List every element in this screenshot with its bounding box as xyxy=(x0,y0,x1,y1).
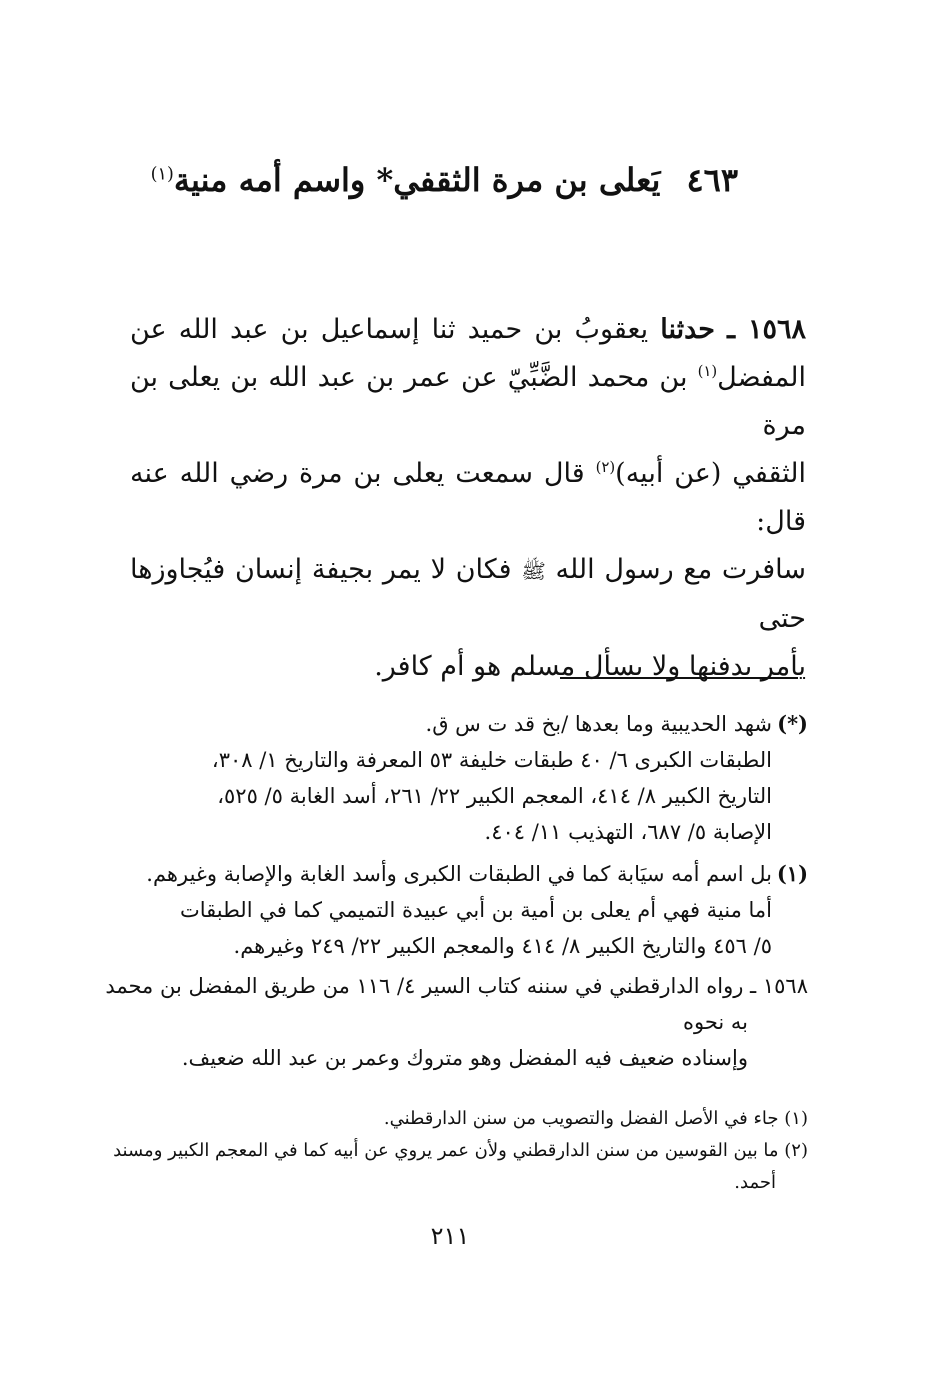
entry-number: ٤٦٣ xyxy=(686,161,738,199)
footnote-mark: (١) xyxy=(697,362,718,380)
note-one: (١)بل اسم أمه سيَابة كما في الطبقات الكبرى وأسد الغابة والإصابة وغيرهم. أما منية فهي أم يعلى بن أمية بن أبي عبيدة التميمي كما في الطبقات ٥/ ٤٥٦ والتاريخ الكبير ٨/ ٤١٤ والمعجم الكبير ٢٢/ ٢٤٩ وغيرهم. xyxy=(128,856,808,964)
pbuh-ligature: ﷺ xyxy=(521,559,546,583)
hadith-number: ١٥٦٨ ـ xyxy=(727,314,806,345)
hadith-takhrij-note: ١٥٦٨ ـ رواه الدارقطني في سننه كتاب السير ٤/ ١١٦ من طريق المفضل بن محمد به نحوه وإسناده ضعيف فيه المفضل وهو متروك وعمر بن عبد الله ضعيف. xyxy=(105,974,808,1070)
hadith-intro: حدثنا xyxy=(660,314,715,345)
footnote-mark: (٢) xyxy=(595,458,616,476)
note-star: (*)شهد الحديبية وما بعدها /بخ قد ت س ق. الطبقات الكبرى ٦/ ٤٠ طبقات خليفة ٥٣ المعرفة والتاريخ ١/ ٣٠٨، التاريخ الكبير ٨/ ٤١٤، المعجم الكبير ٢٢/ ٢٦١، أسد الغابة ٥/ ٥٢٥، الإصابة ٥/ ٦٨٧، التهذيب ١١/ ٤٠٤. xyxy=(128,706,808,850)
hadith-line: الثقفي (عن أبيه)$^{(٢)}$ قال سمعت يعلى بن مرة رضي الله عنه قال: xyxy=(130,458,807,537)
footnote-separator xyxy=(560,677,798,679)
biography-notes xyxy=(128,706,808,970)
hadith-line: يأمر بدفنها ولا يسأل مسلم هو أم كافر. xyxy=(374,651,806,682)
entry-heading xyxy=(138,150,738,210)
heading-footnote-mark: (١) xyxy=(150,164,174,185)
text-footnotes: (١) جاء في الأصل الفضل والتصويب من سنن الدارقطني. (٢) ما بين القوسين من سنن الدارقطني ولأن عمر يروي عن أبيه كما في المعجم الكبير ومسند أحمد. xyxy=(113,1108,808,1193)
note-label: (*) xyxy=(777,711,808,736)
hadith-text xyxy=(130,306,806,691)
hadith-line: المفضل$^{(١)}$ بن محمد الضَّبِّيّ عن عمر بن عبد الله بن يعلى بن مرة xyxy=(130,362,806,441)
hadith-line: ١٥٦٨ ـ حدثنا يعقوبُ بن حميد ثنا إسماعيل بن عبد الله عن xyxy=(130,314,806,345)
hadith-line: سافرت مع رسول الله ﷺ فكان لا يمر بجيفة إنسان فيُجاوزها حتى xyxy=(130,554,806,634)
note-label: (١) xyxy=(776,861,808,886)
entry-title: يَعلى بن مرة الثقفي* واسم أمه منية xyxy=(173,161,661,199)
page-number: ٢١١ xyxy=(430,1222,470,1250)
